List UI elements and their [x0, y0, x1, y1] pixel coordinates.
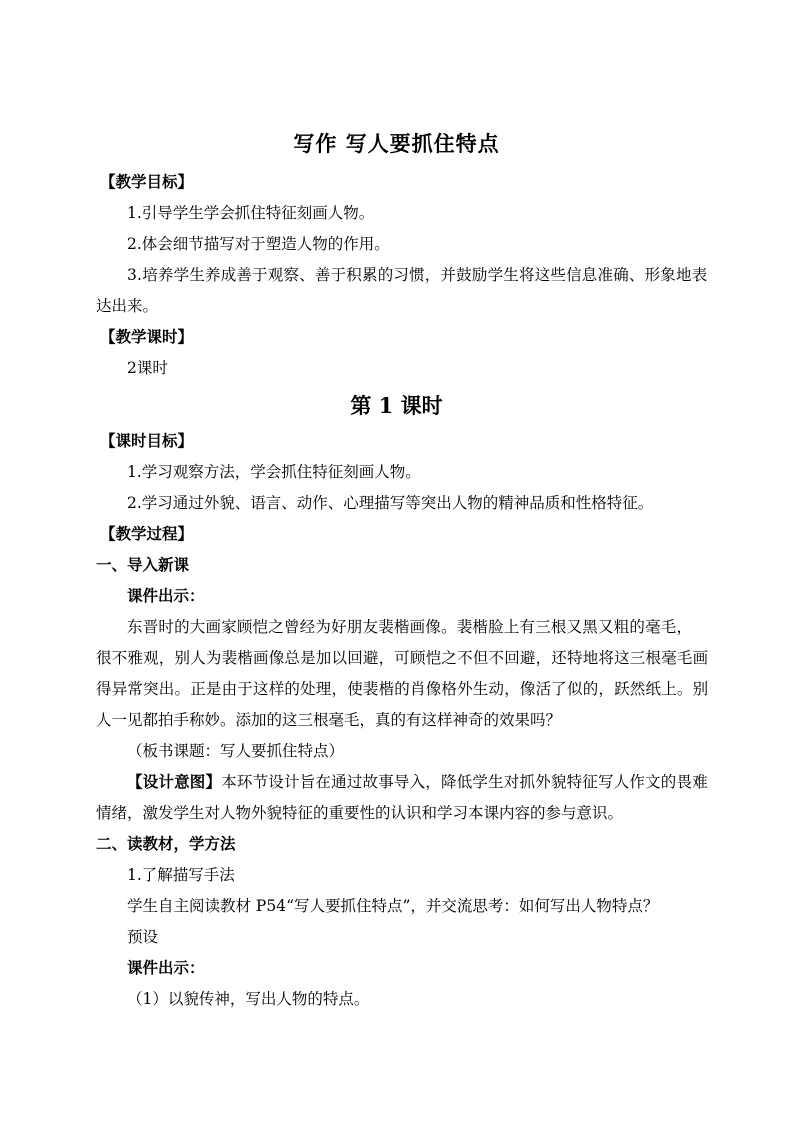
goal-item-1: 1.引导学生学会抓住特征刻画人物。	[127, 204, 375, 222]
part1-heading: 一、导入新课	[96, 555, 190, 574]
process-heading: 【教学过程】	[100, 524, 194, 543]
design-intent-line-2: 情绪，激发学生对人物外貌特征的重要性的认识和学习本课内容的参与意识。	[96, 804, 624, 822]
story-line-3: 得异常突出。正是由于这样的处理，使裴楷的肖像格外生动，像活了似的，跃然纸上。别	[96, 680, 709, 698]
story-line-4: 人一见都拍手称妙。添加的这三根毫毛，真的有这样神奇的效果吗？	[96, 711, 562, 729]
lesson-title: 第 1 课时	[350, 393, 443, 418]
courseware-label: 课件出示：	[127, 586, 205, 605]
page-title: 写作 写人要抓住特点	[293, 131, 500, 156]
courseware-label-2: 课件出示：	[127, 958, 205, 977]
preset-label: 预设	[127, 928, 159, 946]
teaching-goals-heading: 【教学目标】	[100, 172, 194, 191]
lesson-goal-1: 1.学习观察方法，学会抓住特征刻画人物。	[127, 463, 421, 481]
lesson-goals-heading: 【课时目标】	[100, 431, 194, 450]
read-task: 学生自主阅读教材 P54“写人要抓住特点”，并交流思考：如何写出人物特点？	[127, 897, 659, 915]
teaching-hours-heading: 【教学课时】	[100, 327, 194, 346]
design-intent-line-1	[127, 772, 708, 792]
part2-heading: 二、读教材，学方法	[96, 834, 236, 853]
lesson-goal-2: 2.学习通过外貌、语言、动作、心理描写等突出人物的精神品质和性格特征。	[127, 494, 654, 512]
design-intent-text: 本环节设计旨在通过故事导入，降低学生对抓外貌特征写人作文的畏难	[221, 773, 708, 791]
point-1: （1）以貌传神，写出人物的特点。	[127, 990, 370, 1008]
board-note: （板书课题：写人要抓住特点）	[127, 742, 345, 760]
step-1: 1.了解描写手法	[127, 866, 235, 884]
goal-item-2: 2.体会细节描写对于塑造人物的作用。	[127, 235, 390, 253]
goal-item-3: 3.培养学生养成善于观察、善于积累的习惯，并鼓励学生将这些信息准确、形象地表	[127, 266, 708, 284]
goal-item-3-cont: 达出来。	[96, 297, 159, 315]
teaching-hours-text: 2课时	[127, 359, 168, 377]
story-line-1: 东晋时的大画家顾恺之曾经为好朋友裴楷画像。裴楷脸上有三根又黑又粗的毫毛，	[127, 618, 693, 636]
story-line-2: 很不雅观，别人为裴楷画像总是加以回避，可顾恺之不但不回避，还特地将这三根毫毛画	[96, 649, 709, 667]
design-intent-label: 【设计意图】	[127, 772, 222, 791]
